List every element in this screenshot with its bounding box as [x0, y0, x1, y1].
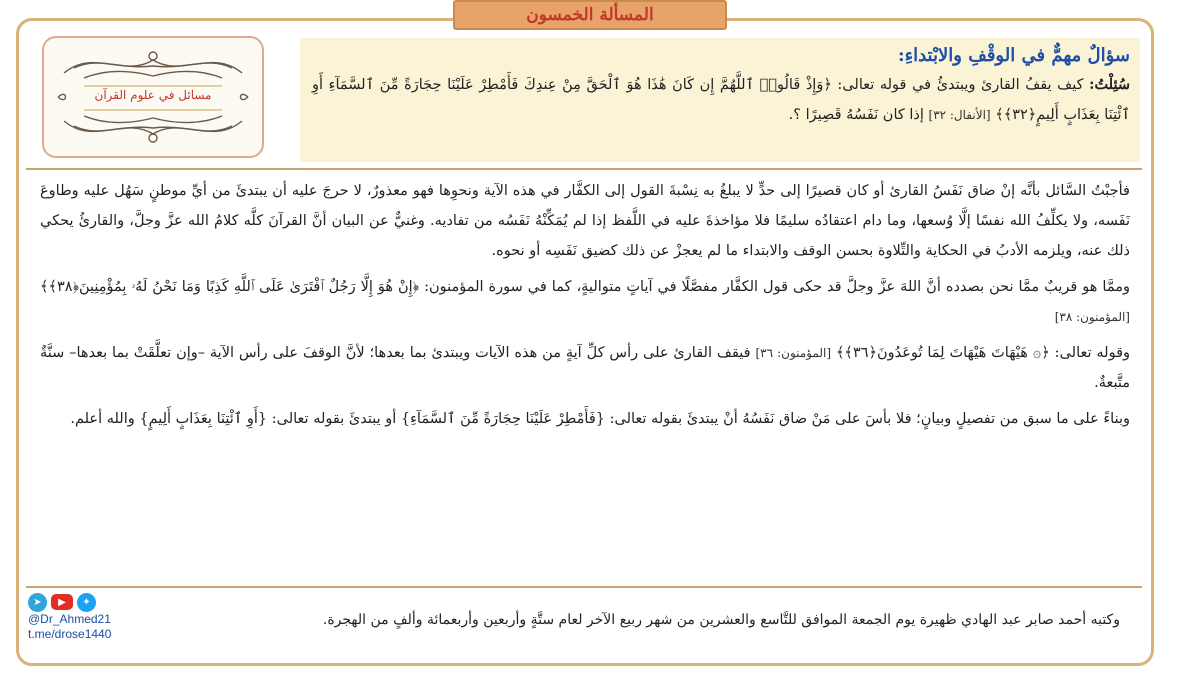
answer-paragraph-3-ref: [المؤمنون: ٣٦] [755, 346, 832, 360]
question-reference: [الأنفال: ٣٢] [928, 108, 991, 122]
social-links [28, 592, 138, 650]
author-signature: وكتبه أحمد صابر عبد الهادي ظهيرة يوم الجمعة الموافق للتَّاسع والعشرين من شهر ربيع الآخر لعام ستَّةٍ وأربعين وأربعمائة وألفٍ من الهجرة. [322, 612, 1120, 628]
answer-paragraph-1: فأجبْتُ السَّائل بأنَّه إنْ ضاق نَفَسُ القارئ أو كان قصيرًا إلى حدٍّ لا يبلغُ به نِسْبةَ القول إلى الكفَّار في هذه الآية ونحوِها فهو معذورٌ، لا حرجَ عليه أن يبتدئَ من أيِّ موطنٍ سَهُل عليه وطاوعَ نَفَسه، ولا يكلِّفُ الله نفسًا إلَّا وُسعها، وما دام اعتقادُه سليمًا فلا مؤاخذةَ عليه في اللَّفظ إذا لم يُمَكِّنْهُ نَفَسُه من تفاديه. وغنيٌّ عن البيان أنَّ القرآنَ كلَّه كلامُ الله عزَّ وجلَّ، والقارئُ يحكي ذلك عنه، ويلزمه الأدبُ في الحكاية والتِّلاوة بحسن الوقف والابتداء ما لم يعجزْ عن ذلك كضيق نَفَسِه أو نحوه. [40, 183, 1130, 259]
answer-section [26, 168, 1142, 588]
question-line-2: حِجَارَةً مِّنَ ٱلسَّمَآءِ أَوِ ٱئْتِنَا بِعَذَابٍ أَلِيمٍ﴿٣٢﴾﴾ [312, 77, 1130, 123]
page-title [453, 0, 727, 30]
answer-paragraph-3 [40, 338, 1130, 398]
social-icons [28, 592, 138, 612]
question-label: سُئِلْتُ: [1089, 76, 1131, 93]
series-logo [42, 36, 264, 158]
twitter-icon[interactable]: ✦ [77, 593, 96, 612]
telegram-icon[interactable]: ➤ [28, 593, 47, 612]
question-text [312, 70, 1130, 130]
youtube-icon[interactable]: ▶ [51, 594, 73, 610]
answer-paragraph-3-rest: فيقف القارئ على رأس كلِّ آيةٍ من هذه الآيات ويبتدئ بما بعدها؛ لأنَّ الوقفَ على رأس الآية –وإن تعلَّقَتْ بما بعدها– سنَّةٌ متَّبعةٌ. [40, 345, 1130, 391]
answer-paragraph-2-text: وممَّا هو قريبٌ ممَّا نحن بصدده أنَّ اللهَ عزَّ وجلَّ قد حكى قول الكفَّار مفصَّلًا في آياتٍ متواليةٍ، كما في سورة المؤمنون: ﴿إِنْ هُوَ إِلَّا رَجُلٌ ٱفْتَرَىٰ عَلَى ٱللَّهِ كَذِبًا وَمَا نَحْنُ لَهُۥ بِمُؤْمِنِينَ﴿٣٨﴾﴾ [40, 279, 1130, 295]
logo-caption: مسائل في علوم القرآن [94, 88, 212, 102]
question-line-1: كيف يقفُ القارئ ويبتدئُ في قوله تعالى: ﴿وَإِذْ قَالُوا۟ ٱللَّهُمَّ إِن كَانَ هَٰذَا هُوَ ٱلْحَقَّ مِنْ عِندِكَ فَأَمْطِرْ عَلَيْنَا [447, 77, 1084, 93]
answer-paragraph-3-text: وقوله تعالى: ﴿۞ هَيْهَاتَ هَيْهَاتَ لِمَا تُوعَدُونَ﴿٣٦﴾﴾ [835, 345, 1131, 361]
question-heading: سؤالٌ مهمٌّ في الوقْفِ والابْتداءِ: [897, 45, 1130, 66]
answer-paragraph-2-ref: [المؤمنون: ٣٨] [1054, 310, 1130, 324]
answer-paragraph-4: وبناءً على ما سبق من تفصيلٍ وبيانٍ؛ فلا بأسَ على مَنْ ضاق نَفَسُهُ أنْ يبتدئَ بقوله تعالى: {فَأَمْطِرْ عَلَيْنَا حِجَارَةً مِّنَ ٱلسَّمَآءِ} أو يبتدئَ بقوله تعالى: {أَوِ ٱئْتِنَا بِعَذَابٍ أَلِيمٍ} والله أعلم. [70, 411, 1130, 427]
telegram-link[interactable]: t.me/drose1440 [28, 627, 112, 641]
question-line-2-end: إذا كان نَفَسُهُ قَصِيرًا ؟. [788, 107, 924, 123]
page-title-text: المسألة الخمسون [526, 5, 654, 25]
answer-paragraph-2 [40, 272, 1130, 332]
twitter-handle[interactable]: @Dr_Ahmed21 [28, 612, 111, 626]
question-box [300, 38, 1140, 162]
